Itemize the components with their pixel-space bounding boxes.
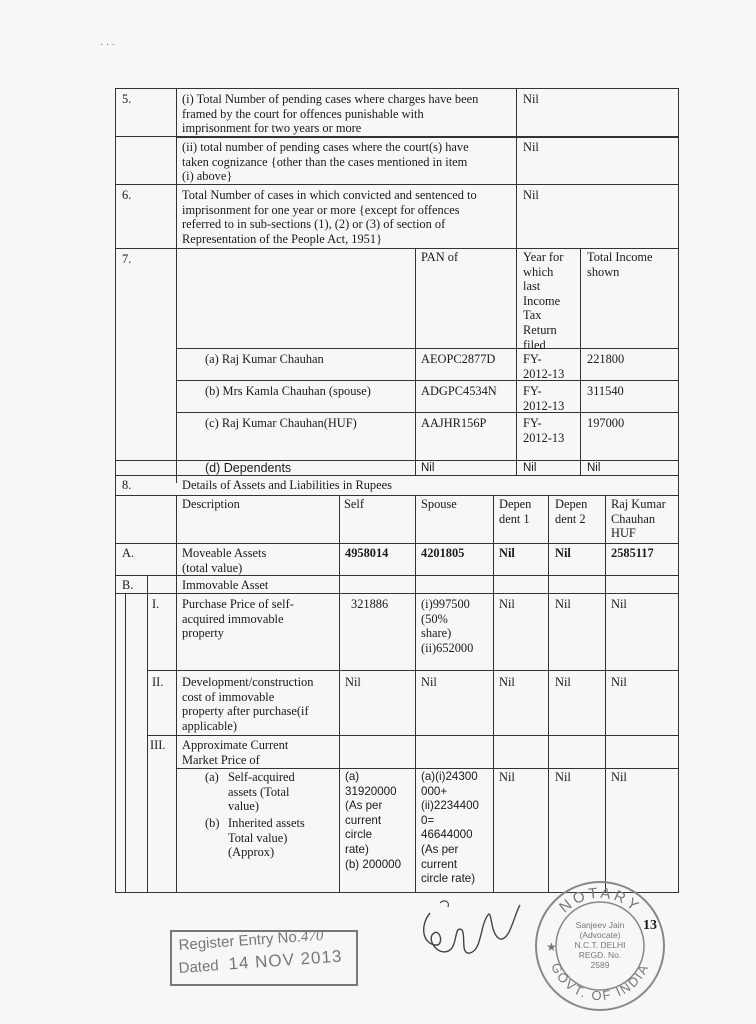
row-7-dependents-pan: Nil (421, 462, 435, 474)
row-7-entry-name: (b) Mrs Kamla Chauhan (spouse) (205, 384, 371, 398)
register-entry-number: 470 (300, 927, 324, 946)
row-b-ii-huf: Nil (611, 675, 627, 689)
register-entry-stamp (170, 927, 358, 986)
row-6-number: 6. (122, 188, 132, 202)
row-b-iii-self: (a) 31920000 (As per current circle rate) (b) 200000 (345, 770, 402, 871)
row-5-number: 5. (122, 92, 132, 106)
row-7-header-year: Year for which last Income Tax Return filed (523, 250, 564, 352)
row-8-number: 8. (122, 478, 132, 492)
row-b-i-self: 321886 (351, 597, 389, 611)
row-b-i-description: Purchase Price of self- acquired immovable property (182, 597, 294, 641)
row-b-iii-description: Approximate Current Market Price of (182, 738, 289, 767)
row-7-header-pan: PAN of (421, 250, 459, 264)
row-7-entry-income: 197000 (587, 416, 625, 430)
row-7-entry-year: FY- 2012-13 (523, 384, 565, 413)
row-7-dependents-year: Nil (523, 462, 537, 474)
row-a-spouse: 4201805 (421, 546, 465, 560)
row-7-dependents-label: (d) Dependents (205, 461, 292, 475)
row-b-ii-description: Development/construction cost of immovable property after purchase(if applicable) (182, 675, 314, 733)
row-b-iii-huf: Nil (611, 770, 627, 784)
row-7-entry-name: (a) Raj Kumar Chauhan (205, 352, 324, 366)
notary-region: N.C.T. DELHI (574, 940, 626, 950)
star-icon: ★ (546, 940, 557, 954)
header-description: Description (182, 497, 240, 511)
row-b-i-number: I. (152, 597, 160, 611)
row-7-entry-pan: ADGPC4534N (421, 384, 497, 398)
row-7-dependents-income: Nil (587, 462, 601, 474)
row-b-ii-spouse: Nil (421, 675, 437, 689)
row-7-entry-income: 221800 (587, 352, 625, 366)
row-7-entry-year: FY- 2012-13 (523, 416, 565, 445)
signature-scribble (410, 895, 540, 965)
row-7-entry-income: 311540 (587, 384, 624, 398)
row-5-ii-value: Nil (523, 140, 539, 154)
row-b-ii-dependent-2: Nil (555, 675, 571, 689)
margin-marks: · · · (100, 40, 115, 51)
row-b-i-spouse: (i)997500 (50% share) (ii)652000 (421, 597, 474, 655)
header-spouse: Spouse (421, 497, 457, 511)
row-5-i-value: Nil (523, 92, 539, 106)
row-b-iii-b-text: Inherited assets Total value) (Approx) (228, 816, 305, 860)
header-huf: Raj Kumar Chauhan HUF (611, 497, 666, 541)
row-7-entry-pan: AEOPC2877D (421, 352, 496, 366)
row-7-header-income: Total Income shown (587, 250, 653, 279)
notary-regd-label: REGD. No. (578, 950, 622, 960)
notary-seal (530, 876, 670, 1016)
row-a-huf: 2585117 (611, 546, 654, 560)
notary-seal-bottom-text: GOVT. OF INDIA (548, 960, 652, 1004)
row-b-iii-dependent-2: Nil (555, 770, 571, 784)
row-8-title: Details of Assets and Liabilities in Rupees (182, 478, 392, 492)
row-b-iii-number: III. (150, 738, 166, 752)
row-b-iii-dependent-1: Nil (499, 770, 515, 784)
notary-seal-top-text: NOTARY (556, 884, 644, 917)
row-a-dependent-2: Nil (555, 546, 571, 560)
row-b-iii-b-label: (b) (205, 816, 220, 830)
row-a-description: Moveable Assets (total value) (182, 546, 267, 575)
row-b-description: Immovable Asset (182, 578, 269, 592)
row-7-entry-year: FY- 2012-13 (523, 352, 565, 381)
header-self: Self (344, 497, 364, 511)
header-dependent-1: Depen dent 1 (499, 497, 532, 526)
row-b-iii-a-text: Self-acquired assets (Total value) (228, 770, 295, 814)
row-b-ii-number: II. (152, 675, 164, 689)
row-b-i-dependent-2: Nil (555, 597, 571, 611)
row-b-i-dependent-1: Nil (499, 597, 515, 611)
row-a-dependent-1: Nil (499, 546, 515, 560)
row-b-i-huf: Nil (611, 597, 627, 611)
register-dated-label: Dated (178, 957, 220, 977)
page-number: 13 (643, 918, 657, 933)
row-b-iii-spouse: (a)(i)24300 000+ (ii)2234400 0= 46644000 (As per current circle rate) (421, 770, 480, 886)
notary-title: (Advocate) (579, 930, 621, 940)
row-b-ii-dependent-1: Nil (499, 675, 515, 689)
register-entry-label: Register Entry No. (178, 928, 302, 954)
header-dependent-2: Depen dent 2 (555, 497, 588, 526)
row-7-entry-pan: AAJHR156P (421, 416, 487, 430)
row-a-number: A. (122, 546, 135, 560)
row-7-number: 7. (122, 252, 132, 266)
row-a-self: 4958014 (345, 546, 389, 560)
notary-name: Sanjeev Jain (575, 920, 625, 930)
row-b-iii-a-label: (a) (205, 770, 219, 784)
notary-regd-number: 2589 (590, 960, 610, 970)
row-7-entry-name: (c) Raj Kumar Chauhan(HUF) (205, 416, 357, 430)
row-6-value: Nil (523, 188, 539, 202)
row-5-i-text: (i) Total Number of pending cases where charges have been framed by the court for offences punishable with imprisonment for two years or more (182, 92, 479, 136)
register-date: 14 NOV 2013 (227, 946, 343, 974)
row-6-text: Total Number of cases in which convicted and sentenced to imprisonment for one year or more {except for offences referred to in sub-sections (1), (2) or (3) of section of Representation of the People Act, 1951} (182, 188, 477, 246)
row-b-ii-self: Nil (345, 675, 361, 689)
row-b-number: B. (122, 578, 134, 592)
row-5-ii-text: (ii) total number of pending cases where the court(s) have taken cognizance {other than the cases mentioned in item (i) above} (182, 140, 469, 184)
